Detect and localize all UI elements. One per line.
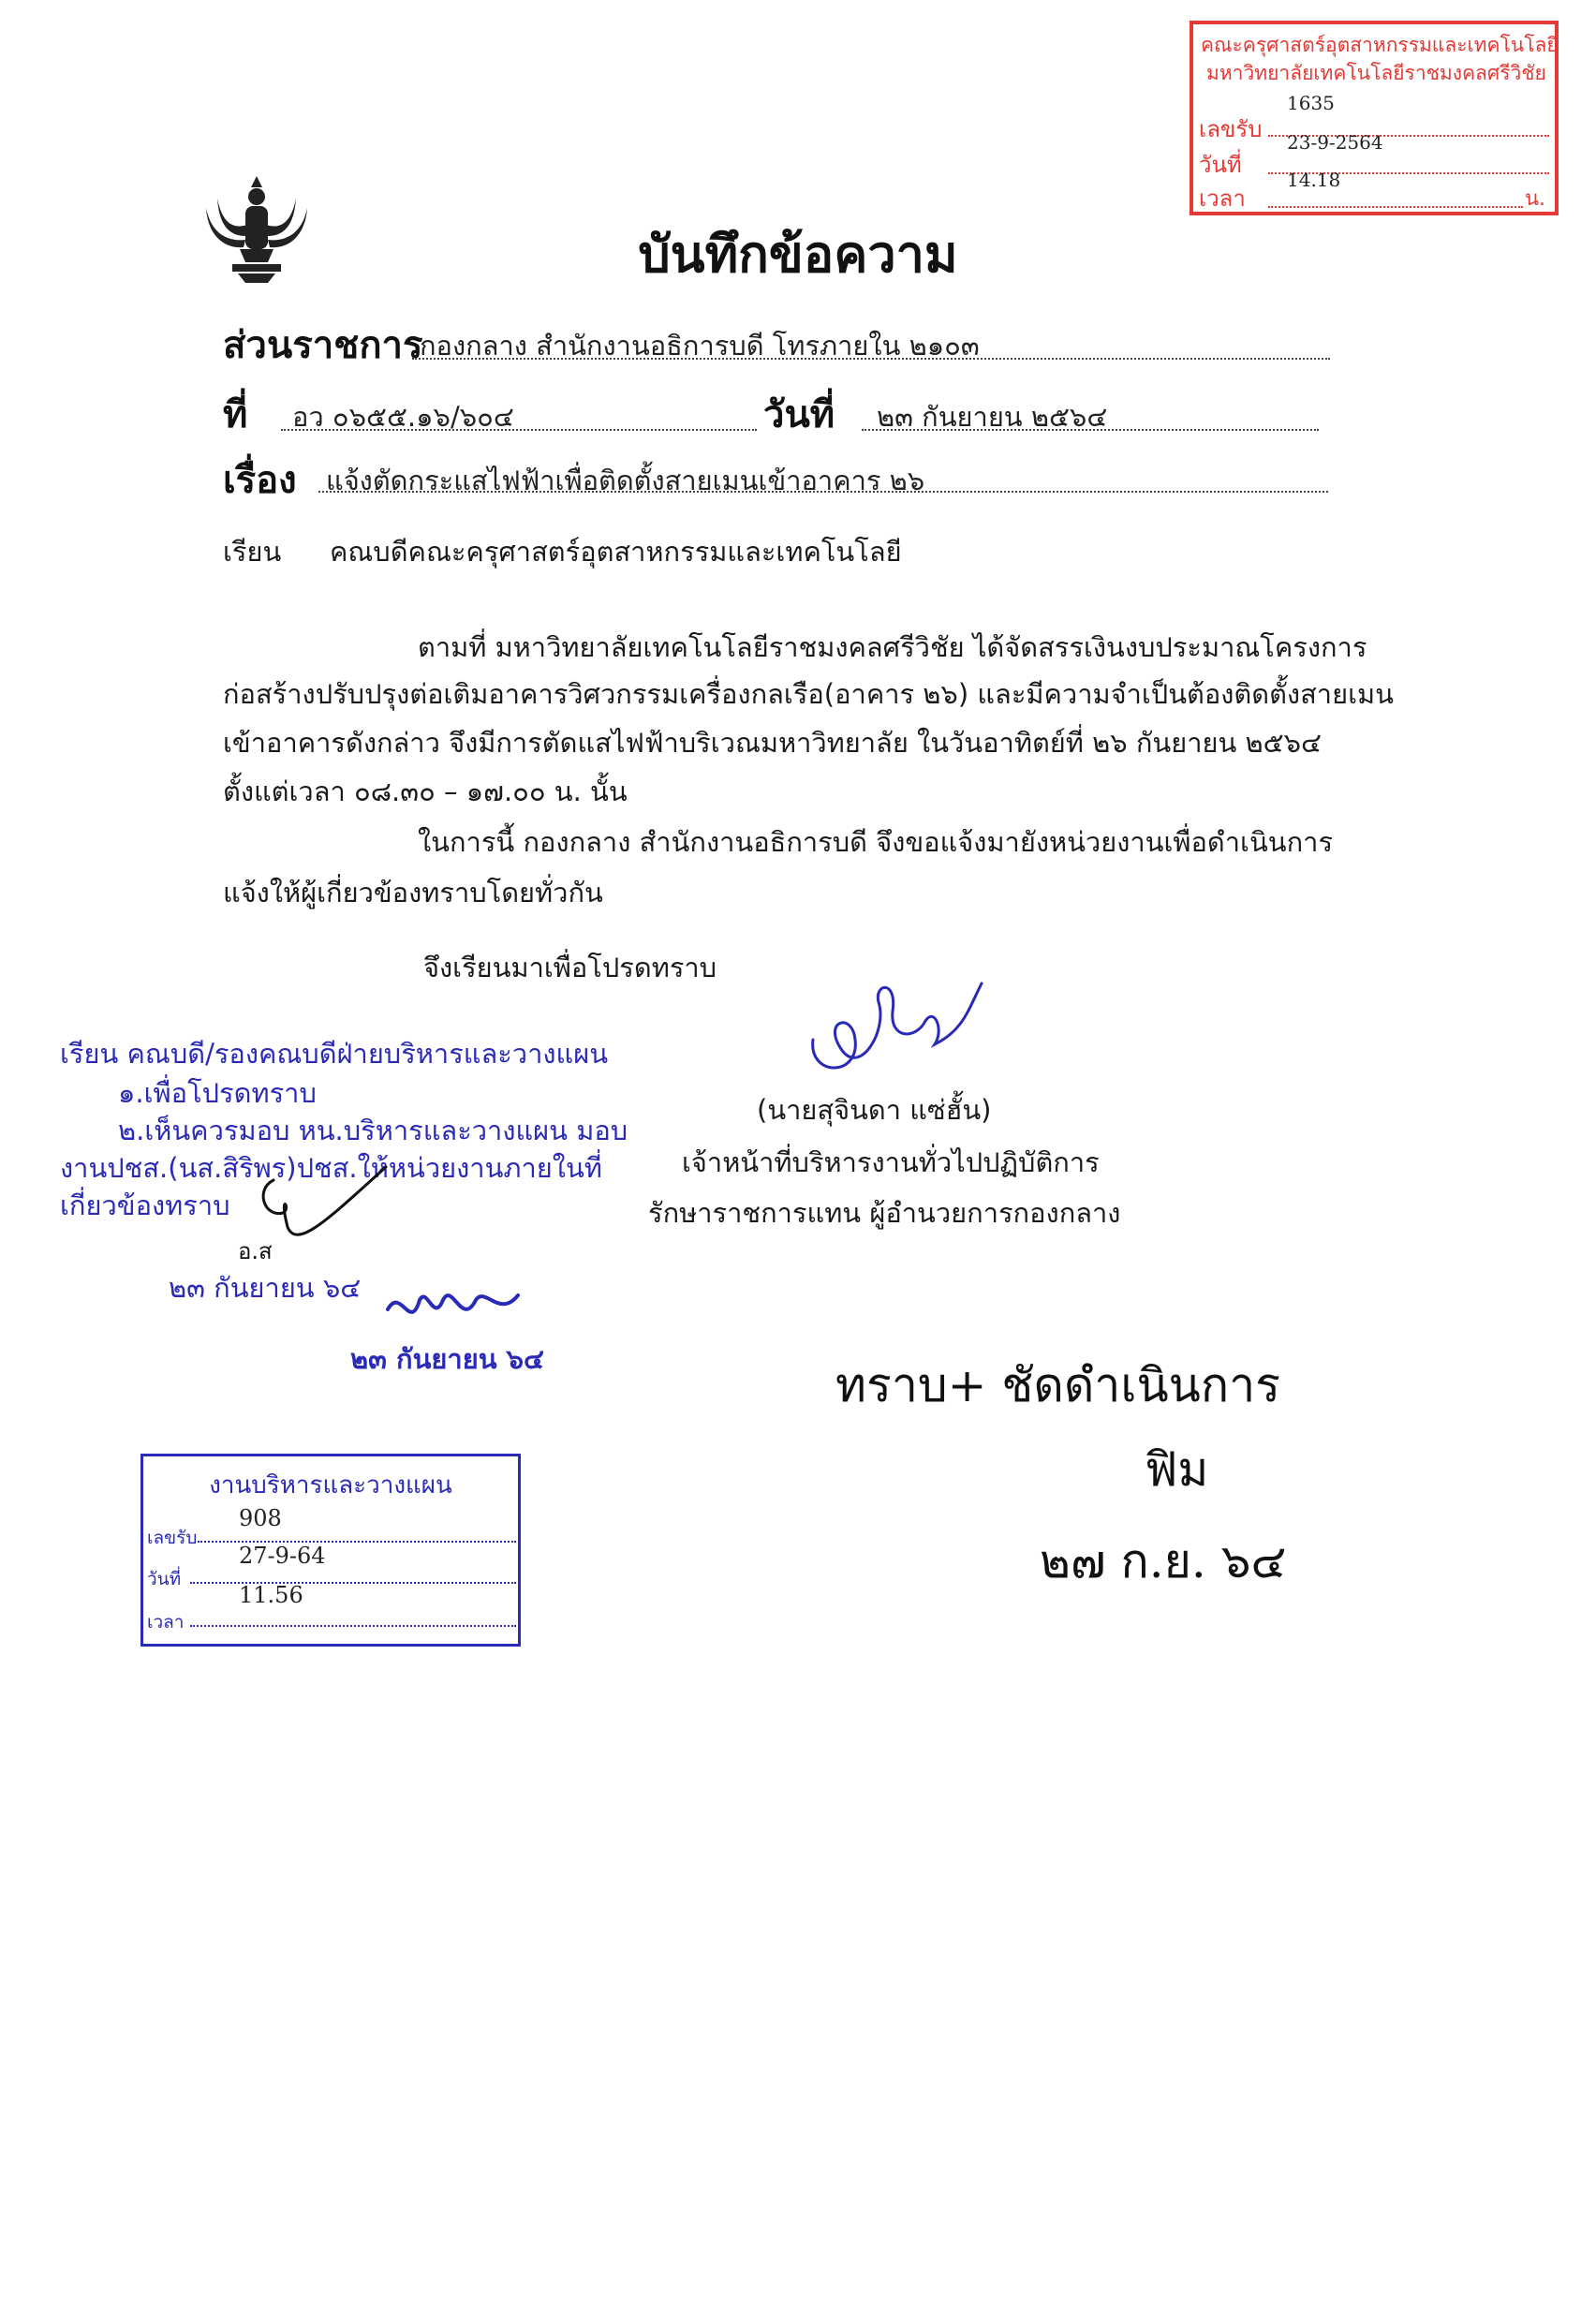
- agency-label: ส่วนราชการ: [223, 324, 423, 367]
- stamp-top-no-value: 1635: [1287, 92, 1335, 114]
- note-second-signature: [382, 1281, 523, 1337]
- date-value: ๒๓ กันยายน ๒๕๖๔: [877, 401, 1108, 433]
- handwritten-date: ๒๗ ก.ย. ๖๔: [1040, 1534, 1287, 1588]
- stamp-top-time-unit: น.: [1525, 187, 1546, 211]
- date-dotline: [862, 429, 1319, 431]
- document-title: บันทึกข้อความ: [638, 225, 958, 284]
- note-initials: อ.ส: [238, 1238, 273, 1264]
- stamp-top-date-label: วันที่: [1199, 152, 1242, 178]
- signer-acting: รักษาราชการแทน ผู้อำนวยการกองกลาง: [648, 1197, 1121, 1229]
- signer-name: (นายสุจินดา แซ่ฮั้น): [757, 1094, 992, 1126]
- subject-dotline: [318, 491, 1328, 493]
- note-line4: งานปชส.(นส.สิริพร)ปชส.ให้หน่วยงานภายในที่: [60, 1152, 602, 1184]
- body-p1-line4: ตั้งแต่เวลา ๐๘.๓๐ – ๑๗.๐๐ น. นั้น: [223, 776, 628, 807]
- salutation-value: คณบดีคณะครุศาสตร์อุตสาหกรรมและเทคโนโลยี: [330, 536, 902, 568]
- agency-dotline: [412, 358, 1330, 360]
- subject-label: เรื่อง: [223, 459, 297, 502]
- salutation-label: เรียน: [223, 536, 282, 568]
- stamp-bottom-date-label: วันที่: [147, 1569, 182, 1589]
- note-line3: ๒.เห็นควรมอบ หน.บริหารและวางแผน มอบ: [118, 1115, 628, 1146]
- body-p2-line2: แจ้งให้ผู้เกี่ยวข้องทราบโดยทั่วกัน: [223, 877, 603, 909]
- stamp-bottom-no-value: 908: [239, 1505, 282, 1531]
- receiving-stamp-top: [1190, 21, 1559, 215]
- stamp-bottom-time-label: เวลา: [147, 1612, 185, 1633]
- date-label: วันที่: [763, 393, 835, 436]
- stamp-bottom-time-value: 11.56: [239, 1582, 303, 1608]
- note-line5: เกี่ยวข้องทราบ: [60, 1189, 230, 1221]
- stamp-bottom-title: งานบริหารและวางแผน: [209, 1471, 452, 1500]
- ref-value: อว ๐๖๕๕.๑๖/๖๐๔: [292, 401, 514, 433]
- receiving-stamp-bottom: [140, 1454, 521, 1647]
- subject-value: แจ้งตัดกระแสไฟฟ้าเพื่อติดตั้งสายเมนเข้าอาคาร ๒๖: [326, 465, 925, 496]
- body-p1-line2: ก่อสร้างปรับปรุงต่อเติมอาคารวิศวกรรมเครื่องกลเรือ(อาคาร ๒๖) และมีความจำเป็นต้องติดตั้งสายเมน: [223, 678, 1394, 710]
- signature-scribble: [804, 974, 991, 1086]
- note-date1: ๒๓ กันยายน ๖๔: [169, 1272, 362, 1304]
- handwritten-acknowledge: ทราบ+ ชัดดำเนินการ: [835, 1358, 1281, 1412]
- note-line2: ๑.เพื่อโปรดทราบ: [118, 1077, 317, 1109]
- stamp-top-time-label: เวลา: [1199, 185, 1246, 212]
- agency-value: กองกลาง สำนักงานอธิการบดี โทรภายใน ๒๑๐๓: [420, 330, 980, 362]
- ref-dotline: [281, 429, 757, 431]
- body-p1-line1: ตามที่ มหาวิทยาลัยเทคโนโลยีราชมงคลศรีวิชัย ได้จัดสรรเงินงบประมาณโครงการ: [418, 631, 1367, 663]
- note-line1: เรียน คณบดี/รองคณบดีฝ่ายบริหารและวางแผน: [60, 1038, 609, 1070]
- stamp-bottom-no-label: เลขรับ: [147, 1528, 198, 1548]
- note-date2: ๒๓ กันยายน ๖๔: [350, 1343, 544, 1375]
- signer-position: เจ้าหน้าที่บริหารงานทั่วไปปฏิบัติการ: [682, 1146, 1100, 1178]
- closing-line: จึงเรียนมาเพื่อโปรดทราบ: [423, 952, 717, 983]
- stamp-top-university: มหาวิทยาลัยเทคโนโลยีราชมงคลศรีวิชัย: [1206, 62, 1546, 84]
- handwritten-initials: ฟิม: [1145, 1442, 1209, 1497]
- ref-label: ที่: [223, 393, 248, 436]
- body-p1-line3: เข้าอาคารดังกล่าว จึงมีการตัดแสไฟฟ้าบริเวณมหาวิทยาลัย ในวันอาทิตย์ที่ ๒๖ กันยายน ๒๕๖๔: [223, 727, 1322, 759]
- stamp-bottom-date-value: 27-9-64: [239, 1543, 326, 1569]
- body-p2-line1: ในการนี้ กองกลาง สำนักงานอธิการบดี จึงขอแจ้งมายังหน่วยงานเพื่อดำเนินการ: [418, 826, 1334, 858]
- stamp-top-time-value: 14.18: [1287, 169, 1341, 191]
- stamp-top-no-label: เลขรับ: [1199, 116, 1263, 142]
- stamp-top-date-value: 23-9-2564: [1287, 131, 1383, 154]
- stamp-top-faculty: คณะครุศาสตร์อุตสาหกรรมและเทคโนโลยี: [1201, 34, 1559, 56]
